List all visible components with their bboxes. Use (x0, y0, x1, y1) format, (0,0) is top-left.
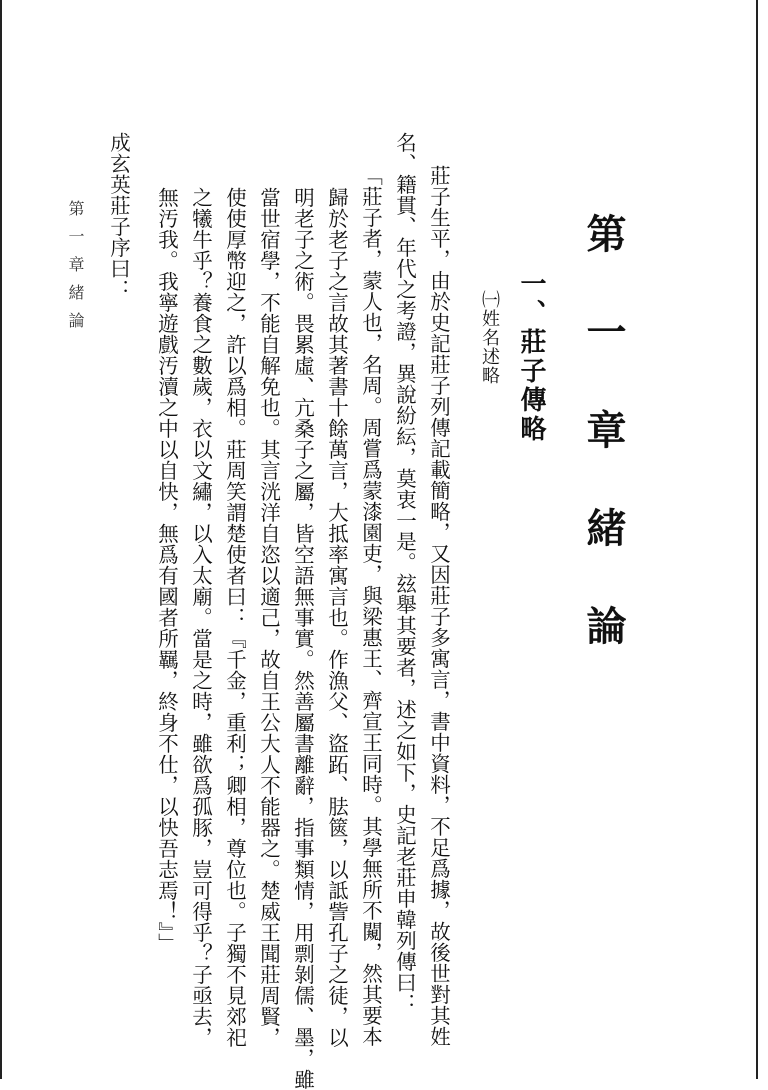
running-head: 第一章緒論 (66, 200, 85, 340)
body-line: 成玄英莊子序曰： (106, 132, 131, 300)
body-line: 使使厚幣迎之，許以爲相。莊周笑謂楚使者曰：『千金，重利；卿相，尊位也。子獨不見郊祀 (222, 187, 247, 1048)
chapter-title: 第一章緒論 (580, 213, 627, 703)
section-title: 一、莊子傳略 (516, 270, 546, 444)
body-line: 當世宿學，不能自解免也。其言洸洋自恣以適己，故自王公大人不能器之。楚威王聞莊周賢， (256, 187, 281, 1048)
body-line: 莊子生平，由於史記莊子列傳記載簡略，又因莊子多寓言，書中資料，不足爲據，故後世對其姓 (426, 165, 451, 1047)
body-line: 之犧牛乎？養食之數歲，衣以文繡，以入太廟。當是之時，雖欲爲孤豚，豈可得乎？子亟去， (188, 187, 213, 1048)
body-line: 名、籍貫、年代之考證，異說紛紜，莫衷一是。玆舉其要者，述之如下，史記老莊申韓列傳曰： (392, 132, 417, 1014)
body-line: 「莊子者，蒙人也，名周。周嘗爲蒙漆園吏，與梁惠王、齊宣王同時。其學無所不闚，然其要本 (358, 165, 383, 1047)
body-line: 歸於老子之言故其著書十餘萬言，大抵率寓言也。作漁父、盜跖、胠篋，以詆訾孔子之徒，以 (324, 187, 349, 1048)
body-line: 明老子之術。畏累虛、亢桑子之屬，皆空語無事實。然善屬書離辭，指事類情，用剽剝儒、墨，雖 (290, 187, 315, 1090)
subsection-title: ㈠姓名述略 (479, 290, 500, 385)
body-line: 無汚我。我寧遊戲汚瀆之中以自快，無爲有國者所羈，終身不仕，以快吾志焉！』」 (154, 187, 179, 954)
